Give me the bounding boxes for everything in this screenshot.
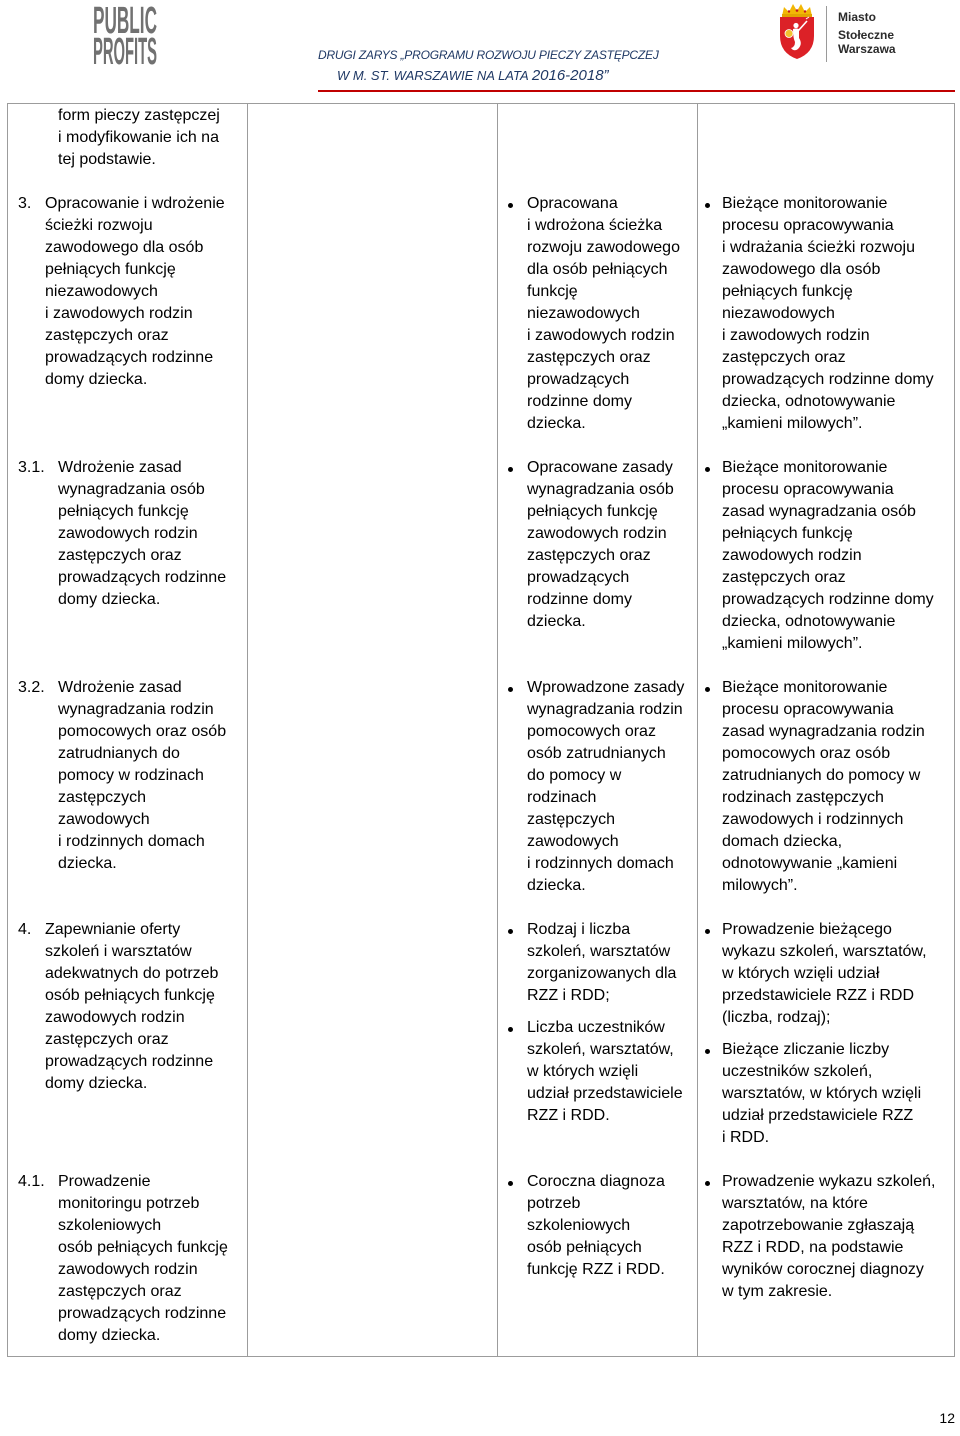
text-line: funkcję RZZ i RDD. xyxy=(527,1261,665,1278)
text-line: szkoleniowych xyxy=(58,1217,162,1234)
text-line: pełniących funkcję xyxy=(527,503,658,520)
text-line: pełniących funkcję xyxy=(722,525,853,542)
text-line: zastępczych oraz xyxy=(527,547,651,564)
task-text xyxy=(58,457,226,611)
text-line: Bieżące zliczanie liczby xyxy=(722,1041,890,1058)
text-line: zawodowych rodzin xyxy=(45,1009,185,1026)
task-number: 4. xyxy=(18,921,32,938)
text-line: zawodowych xyxy=(527,833,619,850)
empty-cell xyxy=(247,193,497,435)
bullet-item xyxy=(497,457,697,633)
text-line: zorganizowanych dla xyxy=(527,965,677,982)
task-number: 3. xyxy=(18,195,32,212)
text-line: rodzinne domy xyxy=(527,591,632,608)
text-line: dziecka. xyxy=(527,877,586,894)
bullet-item xyxy=(697,457,954,655)
text-line: dla osób pełniących xyxy=(527,261,668,278)
bullet-icon xyxy=(508,203,513,208)
text-line: zatrudnianych do pomocy w xyxy=(722,767,921,784)
text-line: i rodzinnych domach xyxy=(527,855,674,872)
text-line: tej podstawie. xyxy=(58,151,156,168)
bullet-item xyxy=(497,1171,697,1281)
text-line: pełniących funkcję xyxy=(722,283,853,300)
document-title-years: 2016-2018” xyxy=(531,67,609,84)
bullet-item xyxy=(497,919,697,1007)
text-line: prowadzących rodzinne xyxy=(58,1305,227,1322)
task-cell xyxy=(8,919,247,1149)
bullet-item xyxy=(697,677,954,897)
bullet-item xyxy=(697,1039,954,1149)
text-line: osób pełniących funkcję xyxy=(58,1239,228,1256)
text-line: Rodzaj i liczba xyxy=(527,921,631,938)
text-line: i zawodowych rodzin xyxy=(722,327,870,344)
empty-cell xyxy=(247,1171,497,1347)
text-line: zastępczych oraz xyxy=(722,569,846,586)
text-line: Wdrożenie zasad xyxy=(58,679,182,696)
text-line: RZZ i RDD. xyxy=(527,1107,610,1124)
result-cell xyxy=(497,1171,697,1347)
text-line: domy dziecka. xyxy=(45,1075,148,1092)
bullet-icon xyxy=(508,687,513,692)
text-line: ścieżki rozwoju xyxy=(45,217,153,234)
table-row xyxy=(8,677,954,919)
bullet-text xyxy=(527,193,697,435)
text-line: Wdrożenie zasad xyxy=(58,459,182,476)
text-line: udział przedstawiciele RZZ xyxy=(722,1107,914,1124)
brand-logo-line2: PROFITS xyxy=(93,31,157,73)
text-line: wykazu szkoleń, warsztatów, xyxy=(722,943,927,960)
text-line: do pomocy w xyxy=(527,767,622,784)
bullet-text xyxy=(722,677,954,897)
city-logo-line2: Stołeczne xyxy=(838,28,895,42)
text-line: zatrudnianych do xyxy=(58,745,180,762)
text-line: i zawodowych rodzin xyxy=(45,305,193,322)
text-line: dziecka. xyxy=(527,415,586,432)
task-text xyxy=(58,677,226,875)
bullet-text xyxy=(527,1017,697,1127)
result-cell xyxy=(497,677,697,897)
result-cell xyxy=(497,919,697,1149)
text-line: monitoringu potrzeb xyxy=(58,1195,200,1212)
text-line: (liczba, rodzaj); xyxy=(722,1009,831,1026)
table-body xyxy=(8,105,954,1347)
text-line: pełniących funkcję xyxy=(58,503,189,520)
text-line: zapotrzebowanie zgłaszają xyxy=(722,1217,915,1234)
empty-cell xyxy=(247,105,497,171)
bullet-text xyxy=(722,457,954,655)
monitoring-cell xyxy=(697,919,954,1149)
bullet-item xyxy=(497,1017,697,1127)
text-line: Wprowadzone zasady xyxy=(527,679,685,696)
bullet-text xyxy=(527,457,697,633)
bullet-item xyxy=(497,677,697,897)
text-line: „kamieni milowych”. xyxy=(722,635,863,652)
text-line: i rodzinnych domach xyxy=(58,833,205,850)
document-title-line2 xyxy=(337,67,609,85)
result-cell xyxy=(497,193,697,435)
text-line: wynagradzania rodzin xyxy=(58,701,214,718)
document-title-prefix: W M. ST. WARSZAWIE NA LATA xyxy=(337,68,529,83)
public-profits-logo xyxy=(90,0,160,73)
task-text xyxy=(58,105,220,171)
text-line: RZZ i RDD, na podstawie xyxy=(722,1239,904,1256)
text-line: zastępczych oraz xyxy=(527,349,651,366)
page-number: 12 xyxy=(939,1410,955,1426)
text-line: niezawodowych xyxy=(45,283,158,300)
text-line: Prowadzenie xyxy=(58,1173,151,1190)
task-cell xyxy=(8,677,247,897)
text-line: udział przedstawiciele xyxy=(527,1085,683,1102)
text-line: i wdrażania ścieżki rozwoju xyxy=(722,239,915,256)
text-line: szkoleniowych xyxy=(527,1217,631,1234)
text-line: RZZ i RDD; xyxy=(527,987,610,1004)
table-row xyxy=(8,919,954,1171)
text-line: niezawodowych xyxy=(527,305,640,322)
task-item xyxy=(8,677,247,875)
text-line: milowych”. xyxy=(722,877,798,894)
text-line: szkoleń, warsztatów xyxy=(527,943,671,960)
bullet-item xyxy=(497,193,697,435)
text-line: osób zatrudnianych xyxy=(527,745,666,762)
text-line: prowadzących rodzinne xyxy=(45,1053,214,1070)
text-line: osób pełniących xyxy=(527,1239,642,1256)
task-cell xyxy=(8,105,247,171)
monitoring-cell xyxy=(697,1171,954,1347)
text-line: zawodowych rodzin xyxy=(58,525,198,542)
bullet-item xyxy=(697,193,954,435)
bullet-icon xyxy=(508,467,513,472)
text-line: Bieżące monitorowanie xyxy=(722,459,888,476)
text-line: prowadzących rodzinne xyxy=(45,349,214,366)
bullet-text xyxy=(527,677,697,897)
text-line: rozwoju zawodowego xyxy=(527,239,680,256)
monitoring-cell xyxy=(697,105,954,171)
text-line: „kamieni milowych”. xyxy=(722,415,863,432)
text-line: prowadzących rodzinne domy xyxy=(722,371,934,388)
text-line: dziecka, odnotowywanie xyxy=(722,393,896,410)
task-item xyxy=(8,1171,247,1347)
text-line: wyników corocznej diagnozy xyxy=(722,1261,924,1278)
bullet-icon xyxy=(705,687,710,692)
text-line: domy dziecka. xyxy=(45,371,148,388)
text-line: i zawodowych rodzin xyxy=(527,327,675,344)
text-line: adekwatnych do potrzeb xyxy=(45,965,219,982)
text-line: form pieczy zastępczej xyxy=(58,107,220,124)
text-line: Coroczna diagnoza xyxy=(527,1173,665,1190)
text-line: domy dziecka. xyxy=(58,1327,161,1344)
text-line: zastępczych oraz xyxy=(58,1283,182,1300)
task-item xyxy=(8,919,247,1095)
bullet-text xyxy=(527,1171,697,1281)
text-line: wynagradzania rodzin xyxy=(527,701,683,718)
city-logo-line1: Miasto xyxy=(838,10,877,24)
table-row xyxy=(8,457,954,677)
bullet-icon xyxy=(705,1049,710,1054)
text-line: zawodowych i rodzinnych xyxy=(722,811,904,828)
text-line: domy dziecka. xyxy=(58,591,161,608)
text-line: Zapewnianie oferty xyxy=(45,921,181,938)
monitoring-cell xyxy=(697,457,954,655)
text-line: zastępczych oraz xyxy=(45,1031,169,1048)
program-tasks-table xyxy=(7,103,955,1357)
text-line: prowadzących xyxy=(527,371,630,388)
task-text xyxy=(58,1171,228,1347)
text-line: i modyfikowanie ich na xyxy=(58,129,219,146)
monitoring-cell xyxy=(697,677,954,897)
task-number: 4.1. xyxy=(18,1173,45,1190)
text-line: zawodowych rodzin xyxy=(527,525,667,542)
task-cell xyxy=(8,1171,247,1347)
bullet-icon xyxy=(705,203,710,208)
text-line: w których wzięli xyxy=(527,1063,639,1080)
text-line: pełniących funkcję xyxy=(45,261,176,278)
text-line: Opracowana xyxy=(527,195,618,212)
bullet-icon xyxy=(705,929,710,934)
result-cell xyxy=(497,105,697,171)
text-line: potrzeb xyxy=(527,1195,581,1212)
logo-divider xyxy=(826,6,827,62)
text-line: zasad wynagradzania rodzin xyxy=(722,723,925,740)
text-line: rodzinach zastępczych xyxy=(722,789,884,806)
text-line: rodzinach xyxy=(527,789,597,806)
header-rule xyxy=(318,90,955,92)
text-line: zastępczych oraz xyxy=(58,547,182,564)
table-row xyxy=(8,193,954,457)
text-line: szkoleń i warsztatów xyxy=(45,943,192,960)
text-line: zawodowych rodzin xyxy=(58,1261,198,1278)
bullet-text xyxy=(722,919,954,1029)
text-line: zawodowego dla osób xyxy=(722,261,881,278)
text-line: funkcję xyxy=(527,283,578,300)
text-line: zasad wynagradzania osób xyxy=(722,503,916,520)
text-line: niezawodowych xyxy=(722,305,835,322)
text-line: zastępczych oraz xyxy=(722,349,846,366)
text-line: procesu opracowywania xyxy=(722,481,894,498)
text-line: odnotowywanie „kamieni xyxy=(722,855,898,872)
bullet-icon xyxy=(705,1181,710,1186)
text-line: prowadzących rodzinne domy xyxy=(722,591,934,608)
warsaw-coat-of-arms-icon xyxy=(776,2,818,60)
text-line: pomocy w rodzinach xyxy=(58,767,204,784)
text-line: dziecka. xyxy=(58,855,117,872)
text-line: szkoleń, warsztatów, xyxy=(527,1041,674,1058)
text-line: domach dziecka, xyxy=(722,833,843,850)
empty-cell xyxy=(247,677,497,897)
text-line: Prowadzenie wykazu szkoleń, xyxy=(722,1173,936,1190)
text-line: prowadzących rodzinne xyxy=(58,569,227,586)
document-title-line1: DRUGI ZARYS „PROGRAMU ROZWOJU PIECZY ZASTĘPCZEJ xyxy=(318,48,659,62)
bullet-icon xyxy=(705,467,710,472)
bullet-icon xyxy=(508,1027,513,1032)
text-line: warsztatów, na które xyxy=(722,1195,868,1212)
text-line: rodzinne domy xyxy=(527,393,632,410)
text-line: zastępczych oraz xyxy=(45,327,169,344)
text-line: warsztatów, w których wzięli xyxy=(722,1085,922,1102)
task-cell xyxy=(8,457,247,655)
text-line: pomocowych oraz osób xyxy=(58,723,227,740)
text-line: Opracowanie i wdrożenie xyxy=(45,195,225,212)
bullet-text xyxy=(527,919,697,1007)
text-line: wynagradzania osób xyxy=(527,481,674,498)
task-item xyxy=(8,457,247,611)
bullet-icon xyxy=(508,1181,513,1186)
text-line: i wdrożona ścieżka xyxy=(527,217,663,234)
text-line: pomocowych oraz xyxy=(527,723,656,740)
bullet-text xyxy=(722,1171,954,1303)
text-line: dziecka, odnotowywanie xyxy=(722,613,896,630)
bullet-icon xyxy=(508,929,513,934)
task-item xyxy=(8,105,247,171)
task-number: 3.1. xyxy=(18,459,45,476)
text-line: zawodowych xyxy=(58,811,150,828)
text-line: w tym zakresie. xyxy=(722,1283,833,1300)
text-line: procesu opracowywania xyxy=(722,701,894,718)
task-number: 3.2. xyxy=(18,679,45,696)
text-line: Liczba uczestników xyxy=(527,1019,665,1036)
text-line: Opracowane zasady xyxy=(527,459,673,476)
text-line: Prowadzenie bieżącego xyxy=(722,921,892,938)
task-item xyxy=(8,193,247,391)
text-line: zawodowego dla osób xyxy=(45,239,204,256)
text-line: i RDD. xyxy=(722,1129,770,1146)
table-row xyxy=(8,105,954,193)
text-line: przedstawiciele RZZ i RDD xyxy=(722,987,915,1004)
text-line: zawodowych rodzin xyxy=(722,547,862,564)
empty-cell xyxy=(247,457,497,655)
text-line: uczestników szkoleń, xyxy=(722,1063,873,1080)
task-cell xyxy=(8,193,247,435)
text-line: w których wzięli udział xyxy=(722,965,880,982)
brand-logo-line1: PUBLIC xyxy=(93,0,157,42)
text-line: prowadzących xyxy=(527,569,630,586)
bullet-item xyxy=(697,919,954,1029)
bullet-text xyxy=(722,193,954,435)
monitoring-cell xyxy=(697,193,954,435)
text-line: osób pełniących funkcję xyxy=(45,987,215,1004)
text-line: Bieżące monitorowanie xyxy=(722,679,888,696)
bullet-item xyxy=(697,1171,954,1303)
result-cell xyxy=(497,457,697,655)
bullet-text xyxy=(722,1039,954,1149)
task-text xyxy=(45,193,225,391)
empty-cell xyxy=(247,919,497,1149)
text-line: Bieżące monitorowanie xyxy=(722,195,888,212)
text-line: pomocowych oraz osób xyxy=(722,745,891,762)
text-line: dziecka. xyxy=(527,613,586,630)
text-line: procesu opracowywania xyxy=(722,217,894,234)
task-text xyxy=(45,919,218,1095)
table-row xyxy=(8,1171,954,1347)
task-number xyxy=(18,105,58,127)
text-line: wynagradzania osób xyxy=(58,481,205,498)
city-logo-line3: Warszawa xyxy=(838,42,896,56)
text-line: zastępczych xyxy=(527,811,616,828)
text-line: zastępczych xyxy=(58,789,147,806)
